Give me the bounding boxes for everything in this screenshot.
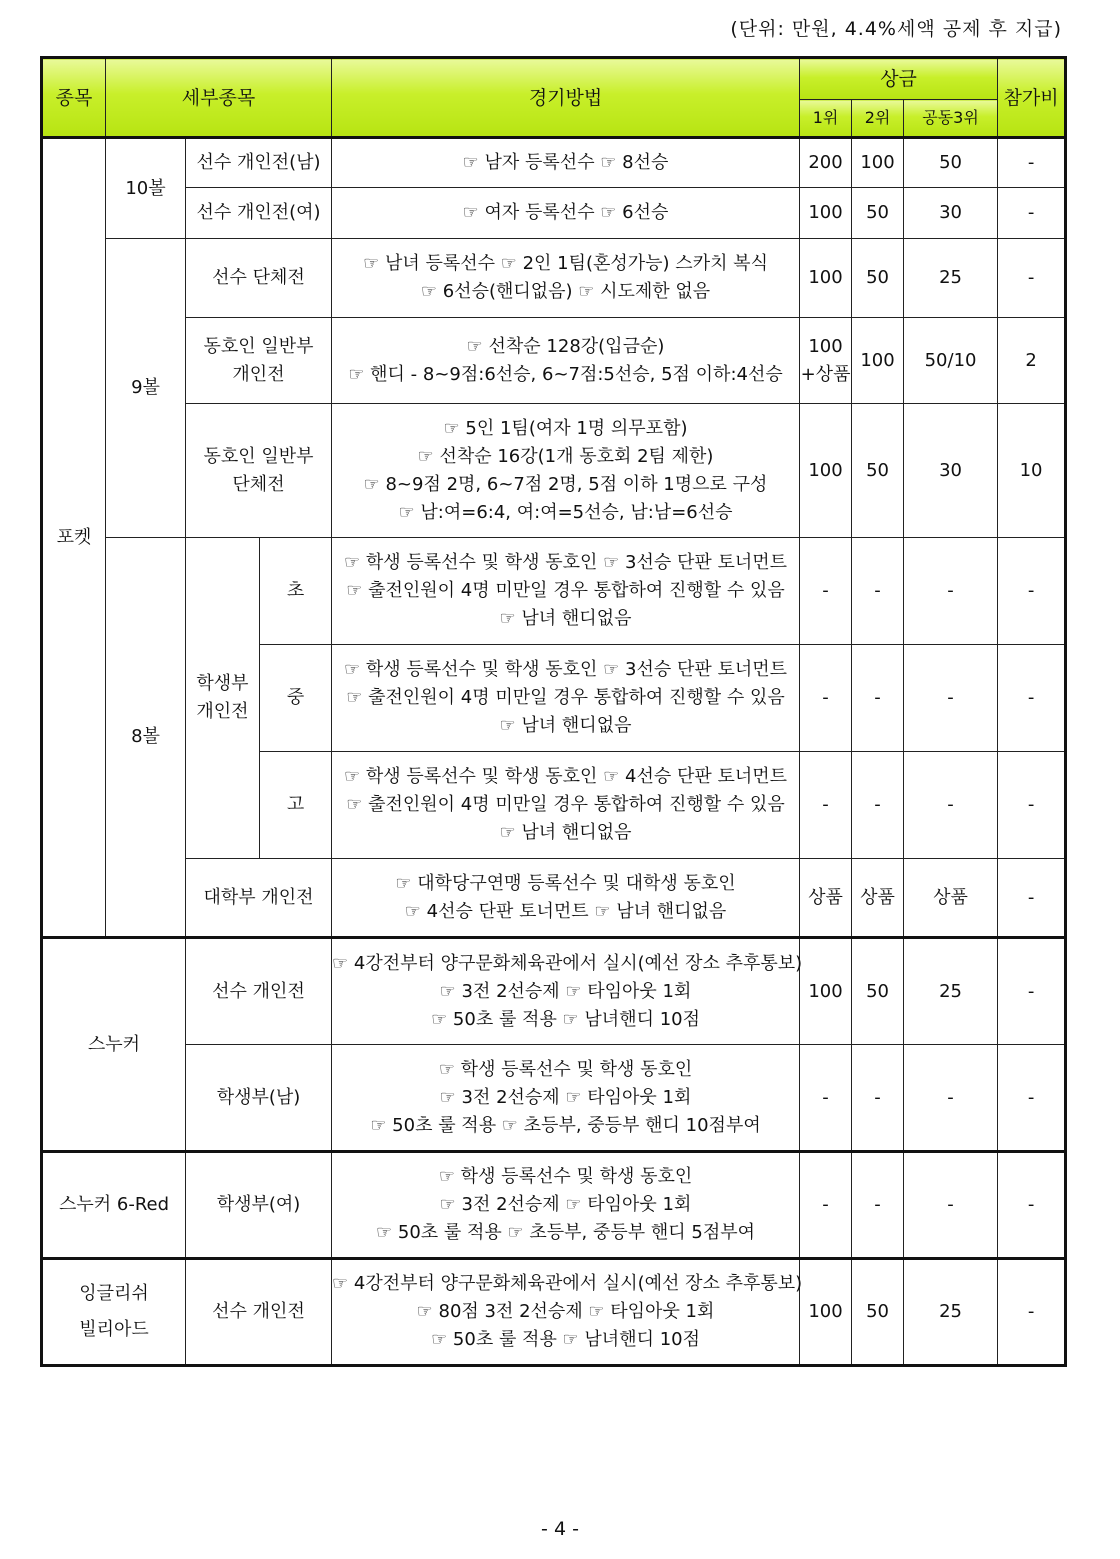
prize-first-extra: +상품 <box>800 363 851 385</box>
method-line: ☞ 대학당구연맹 등록선수 및 대학생 동호인 <box>395 872 736 894</box>
prize-first: 상품 <box>800 859 852 938</box>
table-row <box>42 859 1066 938</box>
prize-second: 50 <box>852 1259 904 1366</box>
prize-third: - <box>904 538 998 645</box>
method-line: ☞ 4선승 단판 토너먼트 ☞ 남녀 핸디없음 <box>404 900 727 922</box>
prize-second: - <box>852 645 904 752</box>
table-row <box>42 239 1066 318</box>
prize-third: 30 <box>904 404 998 538</box>
method-line: ☞ 8~9점 2명, 6~7점 2명, 5점 이하 1명으로 구성 <box>363 473 768 495</box>
sub-club-ind-line1: 동호인 일반부 <box>203 335 314 357</box>
sub-pro-ind-m: 선수 개인전(남) <box>186 138 332 188</box>
fee: - <box>998 538 1066 645</box>
method-line: ☞ 출전인원이 4명 미만일 경우 통합하여 진행할 수 있음 <box>346 794 785 815</box>
method-line: ☞ 4강전부터 양구문화체육관에서 실시(예선 장소 추후통보) <box>332 952 803 974</box>
fee: 10 <box>998 404 1066 538</box>
fee: - <box>998 1045 1066 1152</box>
header-first: 1위 <box>800 100 852 138</box>
header-event: 종목 <box>42 58 106 138</box>
header-sub-event: 세부종목 <box>106 58 332 138</box>
sub-club-team-line1: 동호인 일반부 <box>203 445 314 467</box>
method-line: ☞ 남녀 등록선수 ☞ 2인 1팀(혼성가능) 스카치 복식 <box>363 253 768 274</box>
header-prize: 상금 <box>800 58 998 100</box>
prize-second: 50 <box>852 938 904 1045</box>
sub-8ball: 8볼 <box>106 538 186 938</box>
method-cell <box>332 538 800 645</box>
event-english-line1: 잉글리쉬 <box>79 1283 149 1304</box>
sub-club-ind-line2: 개인전 <box>232 363 285 385</box>
prize-first <box>800 318 852 404</box>
sub-pro-ind-english: 선수 개인전 <box>186 1259 332 1366</box>
sub-university: 대학부 개인전 <box>186 859 332 938</box>
event-english-line2: 빌리아드 <box>79 1319 149 1340</box>
fee: - <box>998 938 1066 1045</box>
level-high: 고 <box>260 752 332 859</box>
event-snooker: 스누커 <box>42 938 186 1152</box>
event-snooker-6red: 스누커 6-Red <box>42 1152 186 1259</box>
sub-pro-team: 선수 단체전 <box>186 239 332 318</box>
fee: - <box>998 645 1066 752</box>
method-cell <box>332 318 800 404</box>
fee: - <box>998 859 1066 938</box>
prize-third: - <box>904 1045 998 1152</box>
method-line: ☞ 50초 룰 적용 ☞ 남녀핸디 10점 <box>431 1008 700 1030</box>
prize-first: 100 <box>800 239 852 318</box>
prize-first-amount: 100 <box>808 335 843 357</box>
prize-second: 100 <box>852 318 904 404</box>
unit-note: (단위: 만원, 4.4%세액 공제 후 지급) <box>730 18 1062 40</box>
prize-first: - <box>800 538 852 645</box>
sub-student-line1: 학생부 <box>196 673 249 694</box>
prize-second: - <box>852 752 904 859</box>
fee: 2 <box>998 318 1066 404</box>
sub-club-team-line2: 단체전 <box>232 473 285 495</box>
fee: - <box>998 239 1066 318</box>
method-line: ☞ 50초 룰 적용 ☞ 초등부, 중등부 핸디 5점부여 <box>376 1222 755 1243</box>
prize-second: 50 <box>852 404 904 538</box>
sub-student-f: 학생부(여) <box>186 1152 332 1259</box>
method-cell <box>332 1259 803 1366</box>
header-third: 공동3위 <box>904 100 998 138</box>
method-line: ☞ 4강전부터 양구문화체육관에서 실시(예선 장소 추후통보) <box>332 1273 803 1294</box>
method-cell <box>332 859 800 938</box>
sub-student-line2: 개인전 <box>196 701 249 722</box>
header-second: 2위 <box>852 100 904 138</box>
method-cell <box>332 1152 800 1259</box>
prize-first: - <box>800 752 852 859</box>
sub-student-m: 학생부(남) <box>186 1045 332 1152</box>
method-line: ☞ 출전인원이 4명 미만일 경우 통합하여 진행할 수 있음 <box>346 580 785 601</box>
prize-first: 200 <box>800 138 852 188</box>
sub-pro-ind: 선수 개인전 <box>186 938 332 1045</box>
method-line: ☞ 학생 등록선수 및 학생 동호인 <box>438 1058 693 1080</box>
prize-third: 50 <box>904 138 998 188</box>
tournament-table <box>40 56 1067 1367</box>
method-line: ☞ 선착순 16강(1개 동호회 2팀 제한) <box>417 445 714 467</box>
fee: - <box>998 752 1066 859</box>
method-cell <box>332 645 800 752</box>
table-row <box>42 538 1066 645</box>
prize-second: 50 <box>852 239 904 318</box>
table-row <box>42 1045 1066 1152</box>
method-line: ☞ 학생 등록선수 및 학생 동호인 ☞ 3선승 단판 토너먼트 <box>344 659 788 680</box>
prize-third: - <box>904 752 998 859</box>
prize-third: 50/10 <box>904 318 998 404</box>
prize-first: - <box>800 1152 852 1259</box>
table-row <box>42 138 1066 188</box>
level-elementary: 초 <box>260 538 332 645</box>
sub-club-team <box>186 404 332 538</box>
event-english-billiards <box>42 1259 186 1366</box>
prize-first: 100 <box>800 404 852 538</box>
page-number: - 4 - <box>541 1518 579 1540</box>
fee: - <box>998 138 1066 188</box>
method-line: ☞ 출전인원이 4명 미만일 경우 통합하여 진행할 수 있음 <box>346 687 785 708</box>
level-middle: 중 <box>260 645 332 752</box>
prize-second: 상품 <box>852 859 904 938</box>
table-row <box>42 188 1066 239</box>
prize-third: - <box>904 645 998 752</box>
sub-student <box>186 538 260 859</box>
method-line: ☞ 3전 2선승제 ☞ 타임아웃 1회 <box>439 980 692 1002</box>
method-cell <box>332 138 800 188</box>
method-line: ☞ 남:여=6:4, 여:여=5선승, 남:남=6선승 <box>398 501 733 523</box>
prize-first: - <box>800 645 852 752</box>
method-line: ☞ 학생 등록선수 및 학생 동호인 ☞ 3선승 단판 토너먼트 <box>344 552 788 573</box>
prize-first: 100 <box>800 188 852 239</box>
table-row <box>42 938 1066 1045</box>
sub-10ball: 10볼 <box>106 138 186 239</box>
prize-first: - <box>800 1045 852 1152</box>
method-line: ☞ 학생 등록선수 및 학생 동호인 ☞ 4선승 단판 토너먼트 <box>344 766 788 787</box>
method-cell <box>332 1045 800 1152</box>
sub-club-ind <box>186 318 332 404</box>
method-line: ☞ 남자 등록선수 ☞ 8선승 <box>462 152 669 173</box>
fee: - <box>998 1259 1066 1366</box>
method-line: ☞ 선착순 128강(입금순) <box>466 335 665 357</box>
header-fee: 참가비 <box>998 58 1066 138</box>
prize-third: - <box>904 1152 998 1259</box>
table-row <box>42 404 1066 538</box>
header-method: 경기방법 <box>332 58 800 138</box>
method-line: ☞ 남녀 핸디없음 <box>499 822 632 843</box>
prize-second: - <box>852 1045 904 1152</box>
prize-third: 30 <box>904 188 998 239</box>
method-line: ☞ 학생 등록선수 및 학생 동호인 <box>438 1166 693 1187</box>
method-line: ☞ 80점 3전 2선승제 ☞ 타임아웃 1회 <box>416 1301 715 1322</box>
prize-first: 100 <box>800 1259 852 1366</box>
method-line: ☞ 여자 등록선수 ☞ 6선승 <box>462 202 669 223</box>
table-row <box>42 1259 1066 1366</box>
method-line: ☞ 남녀 핸디없음 <box>499 608 632 629</box>
prize-third: 25 <box>904 1259 998 1366</box>
method-line: ☞ 남녀 핸디없음 <box>499 715 632 736</box>
table-row <box>42 1152 1066 1259</box>
prize-second: 100 <box>852 138 904 188</box>
method-cell <box>332 938 803 1045</box>
prize-third: 상품 <box>904 859 998 938</box>
event-pocket: 포켓 <box>42 138 106 938</box>
method-cell <box>332 188 800 239</box>
method-line: ☞ 50초 룰 적용 ☞ 초등부, 중등부 핸디 10점부여 <box>370 1114 761 1136</box>
method-line: ☞ 6선승(핸디없음) ☞ 시도제한 없음 <box>420 281 711 302</box>
method-line: ☞ 핸디 - 8~9점:6선승, 6~7점:5선승, 5점 이하:4선승 <box>348 363 783 385</box>
method-cell <box>332 404 800 538</box>
prize-second: - <box>852 1152 904 1259</box>
prize-second: 50 <box>852 188 904 239</box>
table-row <box>42 318 1066 404</box>
method-line: ☞ 50초 룰 적용 ☞ 남녀핸디 10점 <box>431 1329 700 1350</box>
sub-9ball: 9볼 <box>106 239 186 538</box>
method-line: ☞ 3전 2선승제 ☞ 타임아웃 1회 <box>439 1086 692 1108</box>
method-cell <box>332 239 800 318</box>
prize-second: - <box>852 538 904 645</box>
fee: - <box>998 1152 1066 1259</box>
prize-third: 25 <box>904 239 998 318</box>
method-cell <box>332 752 800 859</box>
fee: - <box>998 188 1066 239</box>
method-line: ☞ 3전 2선승제 ☞ 타임아웃 1회 <box>439 1194 692 1215</box>
prize-first: 100 <box>800 938 852 1045</box>
prize-third: 25 <box>904 938 998 1045</box>
method-line: ☞ 5인 1팀(여자 1명 의무포함) <box>443 417 688 439</box>
sub-pro-ind-f: 선수 개인전(여) <box>186 188 332 239</box>
